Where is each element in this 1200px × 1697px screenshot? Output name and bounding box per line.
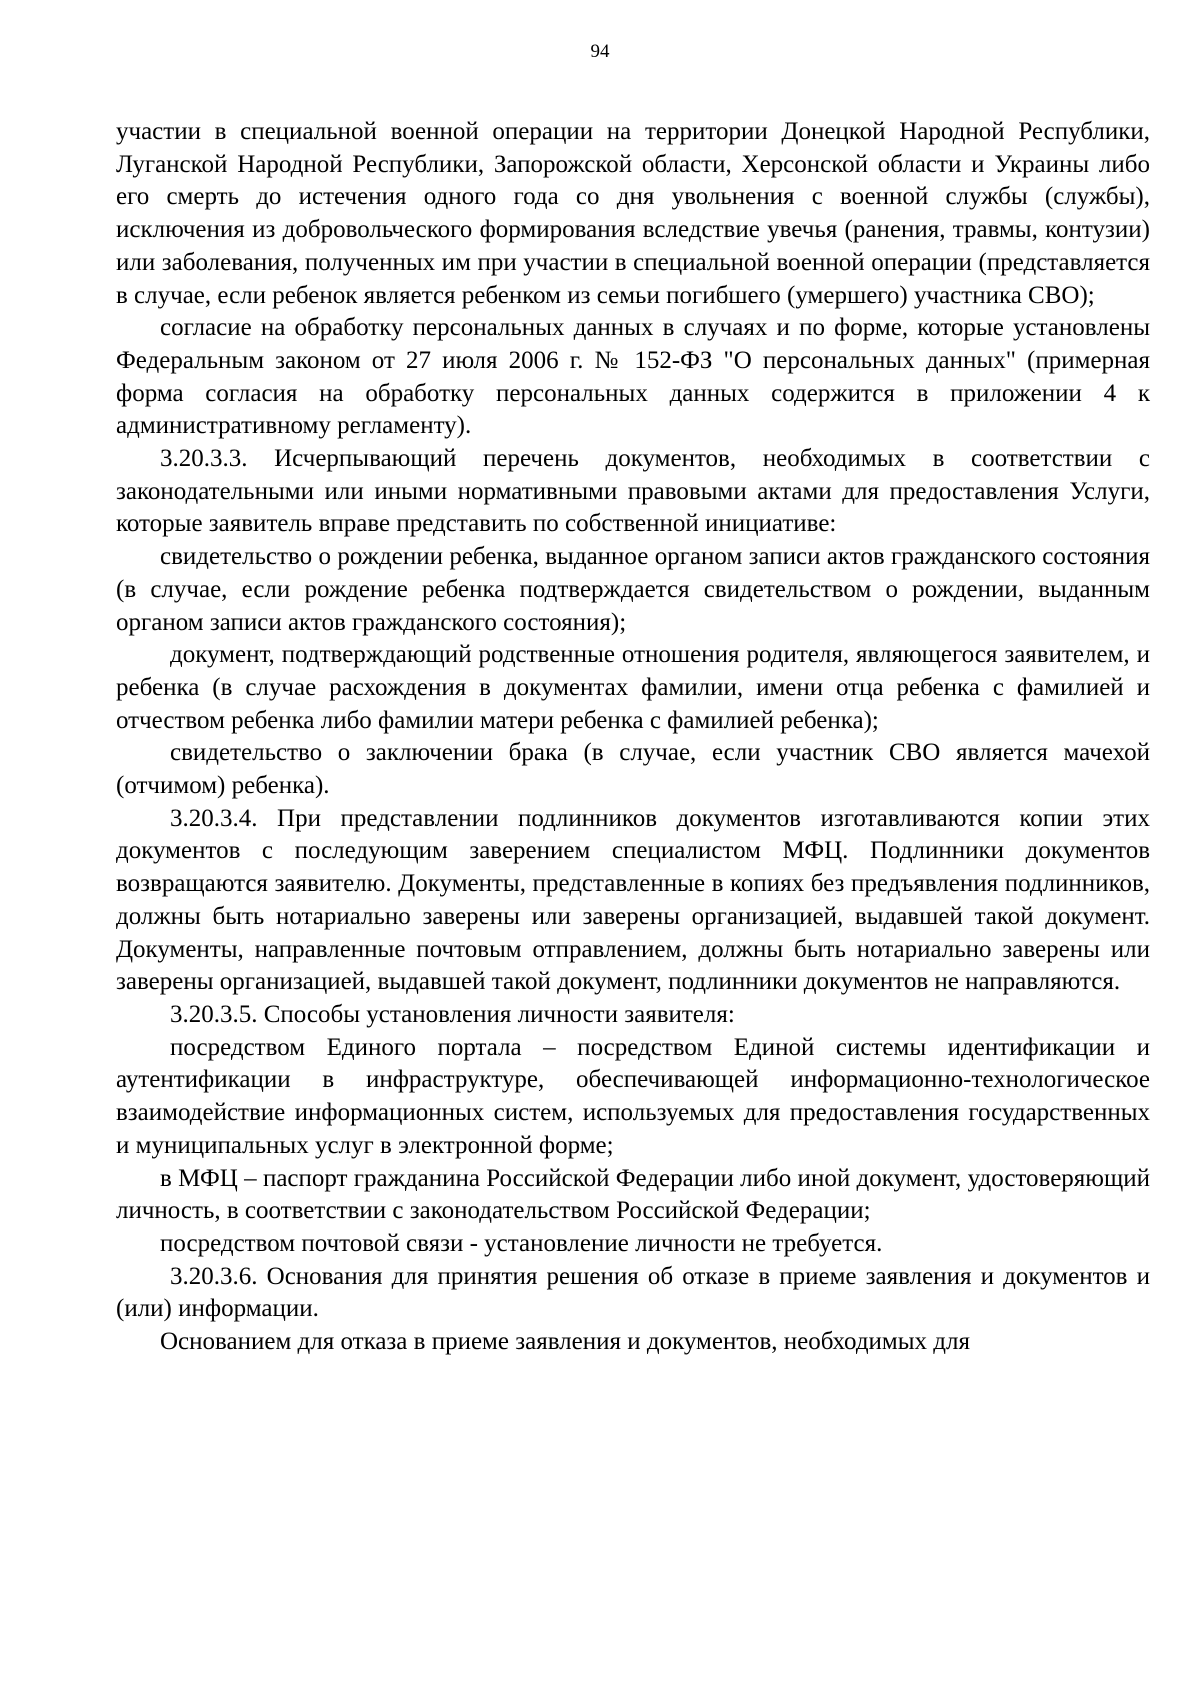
paragraph-section-3-20-3-4: 3.20.3.4. При представлении подлинников документов изготавливаются копии этих документов с последующим заверением специалистом МФЦ. Подлинники документов возвращаются заявителю. Документы, представленные в копиях без предъявления подлинников, должны быть нотариально заверены или заверены организацией, выдавшей такой документ. Документы, направленные почтовым отправлением, должны быть нотариально заверены или заверены организацией, выдавшей такой документ, подлинники документов не направляются. (116, 804, 1150, 996)
page-number: 94 (590, 41, 610, 62)
document-body (116, 116, 1150, 1359)
paragraph-section-3-20-3-3: 3.20.3.3. Исчерпывающий перечень документов, необходимых в соответствии с законодательными или иными нормативными правовыми актами для предоставления Услуги, которые заявитель вправе представить по собственной инициативе: (116, 445, 1150, 538)
paragraph-birth-certificate: свидетельство о рождении ребенка, выданное органом записи актов гражданского состояния (в случае, если рождение ребенка подтверждается свидетельством о рождении, выданным органом записи актов гражданского состояния); (116, 543, 1150, 636)
paragraph-postal-service: посредством почтовой связи - установление личности не требуется. (160, 1229, 883, 1257)
paragraph-section-3-20-3-5: 3.20.3.5. Способы установления личности заявителя: (170, 1000, 735, 1028)
paragraph-refusal-grounds: Основанием для отказа в приеме заявления и документов, необходимых для (160, 1328, 970, 1356)
paragraph-kinship-document: документ, подтверждающий родственные отношения родителя, являющегося заявителем, и ребенка (в случае расхождения в документах фамилии, имени отца ребенка с фамилией и отчеством ребенка либо фамилии матери ребенка с фамилией ребенка); (116, 641, 1150, 734)
paragraph-mfc-passport: в МФЦ – паспорт гражданина Российской Федерации либо иной документ, удостоверяющий личность, в соответствии с законодательством Российской Федерации; (116, 1164, 1150, 1225)
paragraph-svo-death-certificate: участии в специальной военной операции на территории Донецкой Народной Республики, Луганской Народной Республики, Запорожской области, Херсонской области и Украины либо его смерть до истечения одного года со дня увольнения с военной службы (службы), исключения из добровольческого формирования вследствие увечья (ранения, травмы, контузии) или заболевания, полученных им при участии в специальной военной операции (представляется в случае, если ребенок является ребенком из семьи погибшего (умершего) участника СВО); (116, 118, 1150, 309)
paragraph-marriage-certificate: свидетельство о заключении брака (в случае, если участник СВО является мачехой (отчимом) ребенка). (116, 739, 1150, 800)
paragraph-section-3-20-3-6: 3.20.3.6. Основания для принятия решения об отказе в приеме заявления и документов и (или) информации. (116, 1262, 1150, 1323)
paragraph-unified-portal: посредством Единого портала – посредством Единой системы идентификации и аутентификации в инфраструктуре, обеспечивающей информационно-технологическое взаимодействие информационных систем, используемых для предоставления государственных и муниципальных услуг в электронной форме; (116, 1033, 1150, 1159)
paragraph-personal-data-consent: согласие на обработку персональных данных в случаях и по форме, которые установлены Федеральным законом от 27 июля 2006 г. № 152-ФЗ "О персональных данных" (примерная форма согласия на обработку персональных данных содержится в приложении 4 к административному регламенту). (116, 314, 1150, 440)
